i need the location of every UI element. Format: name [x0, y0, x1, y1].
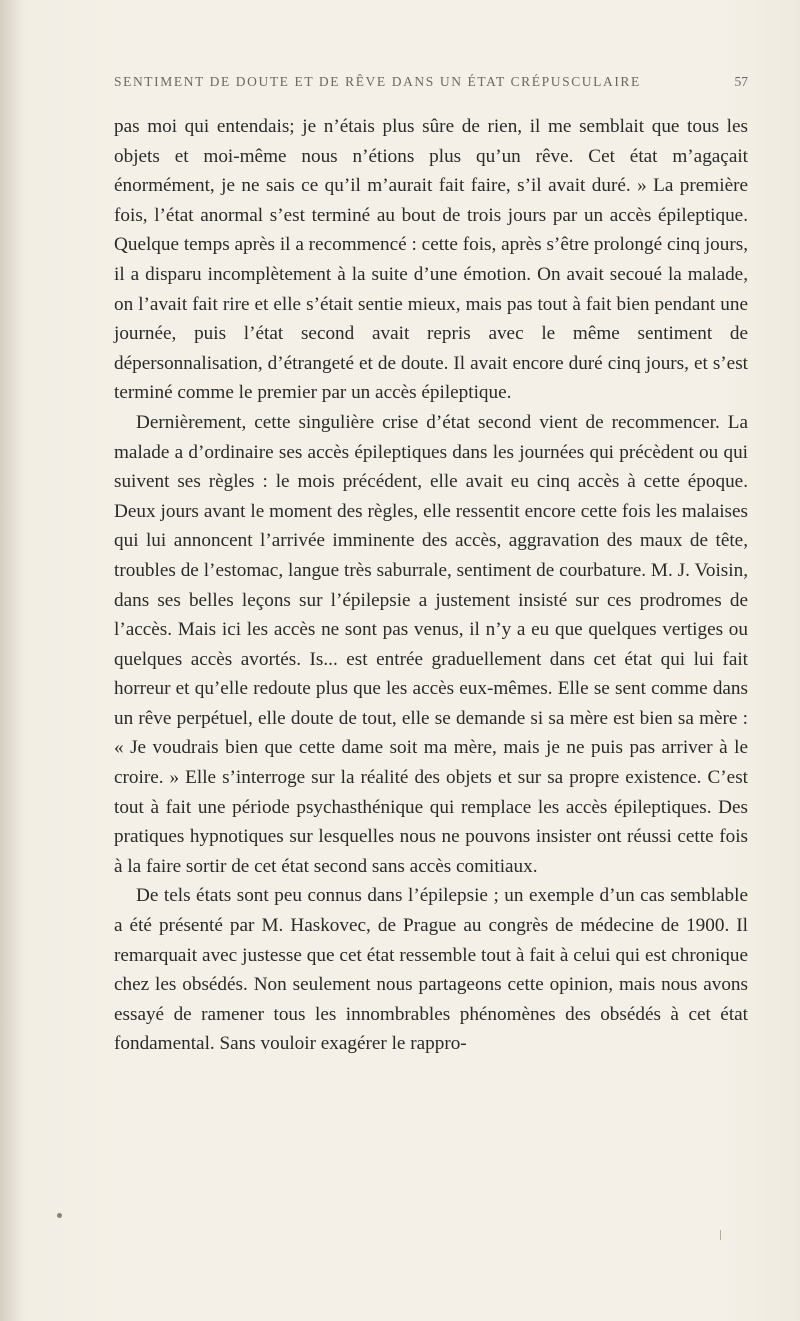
page-gutter-shadow — [0, 0, 22, 1321]
paragraph: De tels états sont peu connus dans l’épilepsie ; un exemple d’un cas semblable a été présenté par M. Haskovec, de Prague au congrès de médecine de 1900. Il remarquait avec justesse que cet état ressemble tout à fait à celui qui est chronique chez les obsédés. Non seulement nous partageons cette opinion, mais nous avons essayé de ramener tous les innombrables phénomènes des obsédés à cet état fondamental. Sans vouloir exagérer le rappro- — [114, 885, 748, 1055]
page-number: 57 — [734, 74, 748, 89]
paragraph: pas moi qui entendais; je n’étais plus sûre de rien, il me semblait que tous les objets et moi-même nous n’étions plus qu’un rêve. Cet état m’agaçait énormément, je ne sais ce qu’il m’aurait fait faire, s’il avait duré. » La première fois, l’état anormal s’est terminé au bout de trois jours par un accès épileptique. Quelque temps après il a recommencé : cette fois, après s’être prolongé cinq jours, il a disparu incomplètement à la suite d’une émotion. On avait secoué la malade, on l’avait fait rire et elle s’était sentie mieux, mais pas tout à fait bien pendant une journée, puis l’état second avait repris avec le même sentiment de dépersonnalisation, d’étrangeté et de doute. Il avait encore duré cinq jours, et s’est terminé comme le premier par un accès épileptique. — [114, 116, 748, 404]
running-title: SENTIMENT DE DOUTE ET DE RÊVE DANS UN ÉTAT CRÉPUSCULAIRE — [114, 74, 641, 89]
paper-mark — [720, 1230, 721, 1240]
ink-speck — [57, 1213, 62, 1218]
paragraph: Dernièrement, cette singulière crise d’état second vient de recommencer. La malade a d’ordinaire ses accès épileptiques dans les journées qui précèdent ou qui suivent ses règles : le mois précédent, elle avait eu cinq accès à cette époque. Deux jours avant le moment des règles, elle ressentit encore cette fois les malaises qui lui annoncent l’arrivée imminente des accès, aggravation des maux de tête, troubles de l’estomac, langue très saburrale, sentiment de courbature. M. J. Voisin, dans ses belles leçons sur l’épilepsie a justement insisté sur ces prodromes de l’accès. Mais ici les accès ne sont pas venus, il n’y a eu que quelques vertiges ou quelques accès avortés. Is... est entrée graduellement dans cet état qui lui fait horreur et qu’elle redoute plus que les accès eux-mêmes. Elle se sent comme dans un rêve perpétuel, elle doute de tout, elle se demande si sa mère est bien sa mère : « Je voudrais bien que cette dame soit ma mère, mais je ne puis pas arriver à le croire. » Elle s’interroge sur la réalité des objets et sur sa propre existence. C’est tout à fait une période psychasthénique qui remplace les accès épileptiques. Des pratiques hypnotiques sur lesquelles nous ne pouvons insister ont réussi cette fois à la faire sortir de cet état second sans accès comitiaux. — [114, 411, 748, 877]
running-header — [114, 74, 748, 90]
body-text — [114, 112, 748, 1059]
